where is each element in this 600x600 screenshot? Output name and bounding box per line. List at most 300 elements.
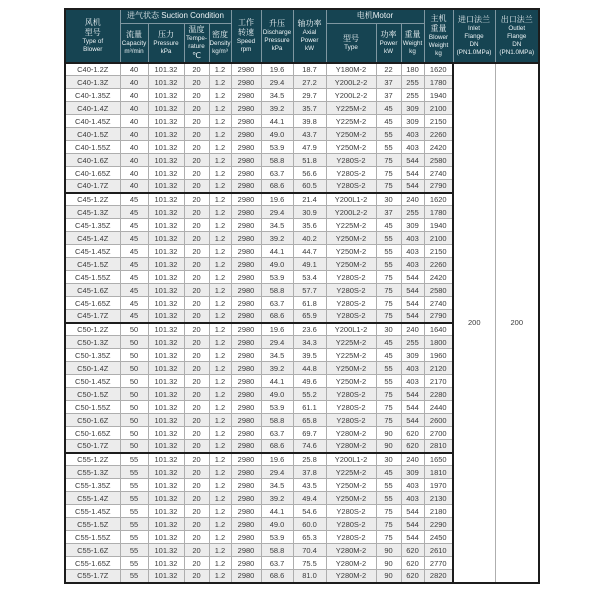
cell-temperature: 20 [184, 167, 209, 180]
cell-density: 1.2 [209, 245, 231, 258]
cell-motor_power: 45 [376, 349, 401, 362]
inlet-dn-value: 200 [453, 63, 495, 583]
cell-type: C55-1.35Z [65, 479, 120, 492]
cell-type: C55-1.55Z [65, 531, 120, 544]
cell-motor_power: 90 [376, 557, 401, 570]
cell-discharge_pressure: 44.1 [261, 375, 293, 388]
cell-axial_power: 35.6 [293, 219, 326, 232]
cell-blower_weight: 2100 [424, 232, 453, 245]
cell-density: 1.2 [209, 427, 231, 440]
cell-capacity: 40 [120, 89, 148, 102]
cell-discharge_pressure: 34.5 [261, 349, 293, 362]
cell-axial_power: 65.3 [293, 531, 326, 544]
cell-capacity: 55 [120, 505, 148, 518]
cell-motor_type: Y225M-2 [326, 102, 376, 115]
cell-temperature: 20 [184, 557, 209, 570]
cell-motor_type: Y250M-2 [326, 128, 376, 141]
cell-motor_power: 90 [376, 544, 401, 557]
cell-discharge_pressure: 58.8 [261, 154, 293, 167]
cell-motor_power: 55 [376, 141, 401, 154]
cell-density: 1.2 [209, 466, 231, 479]
cell-motor_type: Y200L1-2 [326, 453, 376, 466]
cell-type: C40-1.3Z [65, 76, 120, 89]
cell-capacity: 45 [120, 258, 148, 271]
cell-blower_weight: 2740 [424, 167, 453, 180]
cell-motor_weight: 255 [401, 76, 424, 89]
header-suction-condition-group: 进气状态 Suction Condition [120, 9, 231, 23]
cell-motor_type: Y280S-2 [326, 531, 376, 544]
cell-axial_power: 60.5 [293, 180, 326, 193]
header-capacity: 流量 Capacity m³/min [120, 23, 148, 63]
cell-discharge_pressure: 19.6 [261, 63, 293, 76]
cell-temperature: 20 [184, 466, 209, 479]
cell-motor_power: 30 [376, 453, 401, 466]
cell-pressure: 101.32 [148, 232, 184, 245]
cell-discharge_pressure: 39.2 [261, 232, 293, 245]
cell-motor_weight: 309 [401, 115, 424, 128]
cell-speed: 2980 [231, 518, 261, 531]
cell-motor_power: 90 [376, 427, 401, 440]
cell-density: 1.2 [209, 544, 231, 557]
cell-motor_weight: 403 [401, 492, 424, 505]
cell-temperature: 20 [184, 453, 209, 466]
cell-capacity: 40 [120, 141, 148, 154]
cell-axial_power: 27.2 [293, 76, 326, 89]
cell-capacity: 55 [120, 544, 148, 557]
cell-motor_type: Y280S-2 [326, 310, 376, 323]
cell-discharge_pressure: 63.7 [261, 557, 293, 570]
cell-motor_weight: 620 [401, 427, 424, 440]
cell-speed: 2980 [231, 427, 261, 440]
cell-motor_type: Y280S-2 [326, 180, 376, 193]
cell-motor_weight: 403 [401, 375, 424, 388]
cell-blower_weight: 2120 [424, 362, 453, 375]
cell-discharge_pressure: 68.6 [261, 180, 293, 193]
cell-motor_power: 45 [376, 115, 401, 128]
cell-type: C55-1.7Z [65, 570, 120, 583]
cell-capacity: 45 [120, 245, 148, 258]
cell-speed: 2980 [231, 505, 261, 518]
cell-blower_weight: 2260 [424, 128, 453, 141]
cell-motor_type: Y200L1-2 [326, 323, 376, 336]
cell-discharge_pressure: 68.6 [261, 310, 293, 323]
header-motor-group: 电机Motor [326, 9, 424, 23]
cell-temperature: 20 [184, 544, 209, 557]
cell-motor_weight: 403 [401, 128, 424, 141]
cell-motor_type: Y225M-2 [326, 115, 376, 128]
cell-pressure: 101.32 [148, 453, 184, 466]
cell-capacity: 55 [120, 492, 148, 505]
cell-motor_type: Y280S-2 [326, 271, 376, 284]
cell-blower_weight: 2580 [424, 154, 453, 167]
cell-motor_power: 75 [376, 167, 401, 180]
cell-motor_power: 75 [376, 310, 401, 323]
cell-pressure: 101.32 [148, 336, 184, 349]
cell-temperature: 20 [184, 388, 209, 401]
cell-capacity: 45 [120, 193, 148, 206]
cell-type: C50-1.3Z [65, 336, 120, 349]
cell-pressure: 101.32 [148, 167, 184, 180]
cell-speed: 2980 [231, 232, 261, 245]
cell-density: 1.2 [209, 284, 231, 297]
cell-speed: 2980 [231, 362, 261, 375]
cell-temperature: 20 [184, 206, 209, 219]
cell-pressure: 101.32 [148, 492, 184, 505]
cell-motor_weight: 544 [401, 297, 424, 310]
cell-type: C45-1.45Z [65, 245, 120, 258]
cell-speed: 2980 [231, 557, 261, 570]
cell-density: 1.2 [209, 310, 231, 323]
cell-blower_weight: 1800 [424, 336, 453, 349]
cell-density: 1.2 [209, 141, 231, 154]
cell-capacity: 55 [120, 466, 148, 479]
cell-discharge_pressure: 34.5 [261, 479, 293, 492]
cell-speed: 2980 [231, 297, 261, 310]
cell-capacity: 50 [120, 440, 148, 453]
cell-temperature: 20 [184, 141, 209, 154]
header-motor-type: 型号 Type [326, 23, 376, 63]
cell-axial_power: 75.5 [293, 557, 326, 570]
cell-density: 1.2 [209, 167, 231, 180]
cell-temperature: 20 [184, 323, 209, 336]
cell-pressure: 101.32 [148, 570, 184, 583]
cell-motor_weight: 544 [401, 154, 424, 167]
cell-pressure: 101.32 [148, 245, 184, 258]
cell-temperature: 20 [184, 115, 209, 128]
cell-axial_power: 54.6 [293, 505, 326, 518]
spec-row [65, 63, 539, 76]
cell-capacity: 40 [120, 76, 148, 89]
cell-axial_power: 61.8 [293, 297, 326, 310]
cell-density: 1.2 [209, 193, 231, 206]
cell-axial_power: 34.3 [293, 336, 326, 349]
cell-pressure: 101.32 [148, 531, 184, 544]
cell-blower_weight: 2100 [424, 102, 453, 115]
cell-blower_weight: 2260 [424, 258, 453, 271]
cell-motor_weight: 403 [401, 479, 424, 492]
cell-type: C40-1.55Z [65, 141, 120, 154]
cell-discharge_pressure: 19.6 [261, 453, 293, 466]
cell-pressure: 101.32 [148, 323, 184, 336]
cell-axial_power: 39.8 [293, 115, 326, 128]
cell-capacity: 50 [120, 349, 148, 362]
cell-speed: 2980 [231, 466, 261, 479]
cell-capacity: 45 [120, 310, 148, 323]
cell-discharge_pressure: 19.6 [261, 193, 293, 206]
cell-discharge_pressure: 34.5 [261, 219, 293, 232]
cell-density: 1.2 [209, 89, 231, 102]
cell-speed: 2980 [231, 219, 261, 232]
cell-capacity: 45 [120, 219, 148, 232]
cell-axial_power: 51.8 [293, 154, 326, 167]
cell-motor_type: Y250M-2 [326, 375, 376, 388]
cell-type: C45-1.35Z [65, 219, 120, 232]
cell-temperature: 20 [184, 297, 209, 310]
cell-pressure: 101.32 [148, 505, 184, 518]
cell-type: C50-1.65Z [65, 427, 120, 440]
cell-axial_power: 21.4 [293, 193, 326, 206]
cell-blower_weight: 2810 [424, 440, 453, 453]
cell-motor_weight: 255 [401, 89, 424, 102]
cell-axial_power: 81.0 [293, 570, 326, 583]
cell-pressure: 101.32 [148, 310, 184, 323]
cell-capacity: 45 [120, 271, 148, 284]
cell-speed: 2980 [231, 115, 261, 128]
cell-blower_weight: 1650 [424, 453, 453, 466]
cell-pressure: 101.32 [148, 76, 184, 89]
cell-speed: 2980 [231, 128, 261, 141]
cell-type: C50-1.55Z [65, 401, 120, 414]
cell-axial_power: 37.8 [293, 466, 326, 479]
cell-temperature: 20 [184, 479, 209, 492]
cell-temperature: 20 [184, 310, 209, 323]
cell-motor_power: 55 [376, 362, 401, 375]
cell-motor_weight: 403 [401, 141, 424, 154]
cell-type: C40-1.4Z [65, 102, 120, 115]
cell-axial_power: 43.7 [293, 128, 326, 141]
cell-motor_type: Y250M-2 [326, 492, 376, 505]
cell-capacity: 55 [120, 479, 148, 492]
cell-axial_power: 56.6 [293, 167, 326, 180]
cell-motor_weight: 544 [401, 310, 424, 323]
cell-motor_power: 55 [376, 232, 401, 245]
header-speed: 工作 转速 Speed rpm [231, 9, 261, 63]
cell-pressure: 101.32 [148, 271, 184, 284]
cell-speed: 2980 [231, 388, 261, 401]
cell-motor_type: Y250M-2 [326, 245, 376, 258]
cell-motor_type: Y280S-2 [326, 154, 376, 167]
cell-blower_weight: 1810 [424, 466, 453, 479]
cell-motor_type: Y280S-2 [326, 388, 376, 401]
cell-capacity: 50 [120, 388, 148, 401]
cell-motor_type: Y200L2-2 [326, 206, 376, 219]
cell-axial_power: 74.6 [293, 440, 326, 453]
cell-motor_power: 75 [376, 414, 401, 427]
cell-type: C50-1.7Z [65, 440, 120, 453]
cell-motor_type: Y225M-2 [326, 336, 376, 349]
cell-speed: 2980 [231, 284, 261, 297]
cell-axial_power: 65.8 [293, 414, 326, 427]
cell-speed: 2980 [231, 245, 261, 258]
blower-spec-table [64, 8, 540, 584]
cell-motor_weight: 544 [401, 271, 424, 284]
cell-speed: 2980 [231, 63, 261, 76]
cell-blower_weight: 2290 [424, 518, 453, 531]
cell-pressure: 101.32 [148, 297, 184, 310]
cell-density: 1.2 [209, 76, 231, 89]
cell-temperature: 20 [184, 336, 209, 349]
cell-motor_power: 75 [376, 518, 401, 531]
cell-blower_weight: 2130 [424, 492, 453, 505]
cell-motor_weight: 240 [401, 323, 424, 336]
cell-motor_power: 37 [376, 89, 401, 102]
cell-capacity: 40 [120, 115, 148, 128]
header-inlet-flange: 进口法兰 Inlet Flange DN (PN1.0MPa) [453, 9, 495, 63]
cell-density: 1.2 [209, 219, 231, 232]
cell-blower_weight: 1780 [424, 76, 453, 89]
cell-motor_type: Y280S-2 [326, 414, 376, 427]
cell-motor_power: 37 [376, 206, 401, 219]
cell-speed: 2980 [231, 544, 261, 557]
cell-discharge_pressure: 68.6 [261, 440, 293, 453]
cell-axial_power: 43.5 [293, 479, 326, 492]
cell-motor_power: 75 [376, 297, 401, 310]
cell-speed: 2980 [231, 206, 261, 219]
cell-temperature: 20 [184, 63, 209, 76]
cell-temperature: 20 [184, 258, 209, 271]
cell-motor_type: Y280M-2 [326, 557, 376, 570]
cell-motor_weight: 544 [401, 531, 424, 544]
header-density: 密度 Density kg/m³ [209, 23, 231, 63]
cell-motor_type: Y200L2-2 [326, 89, 376, 102]
cell-speed: 2980 [231, 141, 261, 154]
cell-motor_type: Y250M-2 [326, 479, 376, 492]
cell-axial_power: 49.1 [293, 258, 326, 271]
cell-motor_weight: 544 [401, 167, 424, 180]
cell-motor_power: 45 [376, 219, 401, 232]
cell-temperature: 20 [184, 180, 209, 193]
cell-blower_weight: 2790 [424, 180, 453, 193]
cell-type: C50-1.2Z [65, 323, 120, 336]
cell-discharge_pressure: 49.0 [261, 258, 293, 271]
cell-blower_weight: 2700 [424, 427, 453, 440]
cell-discharge_pressure: 29.4 [261, 336, 293, 349]
cell-blower_weight: 1640 [424, 323, 453, 336]
cell-type: C55-1.65Z [65, 557, 120, 570]
cell-motor_weight: 403 [401, 232, 424, 245]
cell-type: C50-1.5Z [65, 388, 120, 401]
cell-type: C45-1.2Z [65, 193, 120, 206]
cell-motor_power: 75 [376, 401, 401, 414]
cell-speed: 2980 [231, 401, 261, 414]
cell-motor_weight: 240 [401, 453, 424, 466]
cell-temperature: 20 [184, 284, 209, 297]
cell-pressure: 101.32 [148, 219, 184, 232]
cell-motor_weight: 240 [401, 193, 424, 206]
cell-motor_power: 45 [376, 466, 401, 479]
cell-type: C40-1.2Z [65, 63, 120, 76]
cell-pressure: 101.32 [148, 154, 184, 167]
cell-discharge_pressure: 58.8 [261, 414, 293, 427]
cell-blower_weight: 2280 [424, 388, 453, 401]
cell-axial_power: 57.7 [293, 284, 326, 297]
cell-type: C50-1.6Z [65, 414, 120, 427]
cell-type: C55-1.3Z [65, 466, 120, 479]
cell-axial_power: 44.8 [293, 362, 326, 375]
table-body [65, 63, 539, 583]
cell-type: C45-1.4Z [65, 232, 120, 245]
cell-pressure: 101.32 [148, 557, 184, 570]
cell-temperature: 20 [184, 102, 209, 115]
cell-temperature: 20 [184, 245, 209, 258]
cell-speed: 2980 [231, 479, 261, 492]
cell-motor_type: Y200L1-2 [326, 193, 376, 206]
cell-blower_weight: 2580 [424, 284, 453, 297]
cell-motor_weight: 309 [401, 349, 424, 362]
cell-capacity: 45 [120, 206, 148, 219]
cell-motor_power: 55 [376, 258, 401, 271]
cell-density: 1.2 [209, 154, 231, 167]
cell-type: C50-1.45Z [65, 375, 120, 388]
cell-temperature: 20 [184, 427, 209, 440]
cell-motor_weight: 544 [401, 180, 424, 193]
cell-axial_power: 60.0 [293, 518, 326, 531]
cell-capacity: 50 [120, 362, 148, 375]
cell-temperature: 20 [184, 401, 209, 414]
cell-type: C55-1.45Z [65, 505, 120, 518]
cell-axial_power: 69.7 [293, 427, 326, 440]
cell-pressure: 101.32 [148, 544, 184, 557]
outlet-dn-value: 200 [495, 63, 539, 583]
cell-motor_type: Y280M-2 [326, 570, 376, 583]
cell-discharge_pressure: 49.0 [261, 518, 293, 531]
header-outlet-flange: 出口法兰 Outlet Flange DN (PN1.0MPa) [495, 9, 539, 63]
cell-pressure: 101.32 [148, 401, 184, 414]
cell-motor_type: Y250M-2 [326, 141, 376, 154]
cell-axial_power: 49.6 [293, 375, 326, 388]
cell-speed: 2980 [231, 89, 261, 102]
cell-motor_weight: 544 [401, 284, 424, 297]
cell-motor_type: Y280S-2 [326, 284, 376, 297]
cell-temperature: 20 [184, 492, 209, 505]
cell-density: 1.2 [209, 323, 231, 336]
cell-speed: 2980 [231, 323, 261, 336]
cell-capacity: 55 [120, 557, 148, 570]
cell-pressure: 101.32 [148, 128, 184, 141]
cell-speed: 2980 [231, 492, 261, 505]
cell-motor_power: 90 [376, 570, 401, 583]
cell-discharge_pressure: 63.7 [261, 427, 293, 440]
cell-blower_weight: 1780 [424, 206, 453, 219]
cell-motor_weight: 403 [401, 245, 424, 258]
cell-temperature: 20 [184, 440, 209, 453]
cell-blower_weight: 1960 [424, 349, 453, 362]
cell-speed: 2980 [231, 193, 261, 206]
table-header [65, 9, 539, 63]
cell-temperature: 20 [184, 362, 209, 375]
cell-density: 1.2 [209, 180, 231, 193]
cell-type: C45-1.6Z [65, 284, 120, 297]
cell-motor_weight: 255 [401, 206, 424, 219]
cell-capacity: 40 [120, 154, 148, 167]
cell-motor_power: 37 [376, 76, 401, 89]
cell-blower_weight: 2150 [424, 245, 453, 258]
cell-motor_power: 55 [376, 245, 401, 258]
cell-capacity: 40 [120, 63, 148, 76]
cell-temperature: 20 [184, 349, 209, 362]
cell-type: C50-1.4Z [65, 362, 120, 375]
header-blower-weight: 主机 重量 Blower Weight kg [424, 9, 453, 63]
cell-motor_power: 75 [376, 180, 401, 193]
cell-motor_weight: 620 [401, 440, 424, 453]
cell-density: 1.2 [209, 271, 231, 284]
cell-motor_power: 55 [376, 375, 401, 388]
cell-temperature: 20 [184, 375, 209, 388]
cell-temperature: 20 [184, 193, 209, 206]
cell-density: 1.2 [209, 349, 231, 362]
cell-motor_power: 55 [376, 492, 401, 505]
cell-motor_type: Y250M-2 [326, 362, 376, 375]
cell-type: C40-1.7Z [65, 180, 120, 193]
cell-pressure: 101.32 [148, 349, 184, 362]
cell-temperature: 20 [184, 271, 209, 284]
cell-motor_weight: 309 [401, 219, 424, 232]
cell-motor_type: Y250M-2 [326, 232, 376, 245]
cell-discharge_pressure: 68.6 [261, 570, 293, 583]
cell-pressure: 101.32 [148, 141, 184, 154]
cell-density: 1.2 [209, 297, 231, 310]
cell-motor_power: 75 [376, 531, 401, 544]
